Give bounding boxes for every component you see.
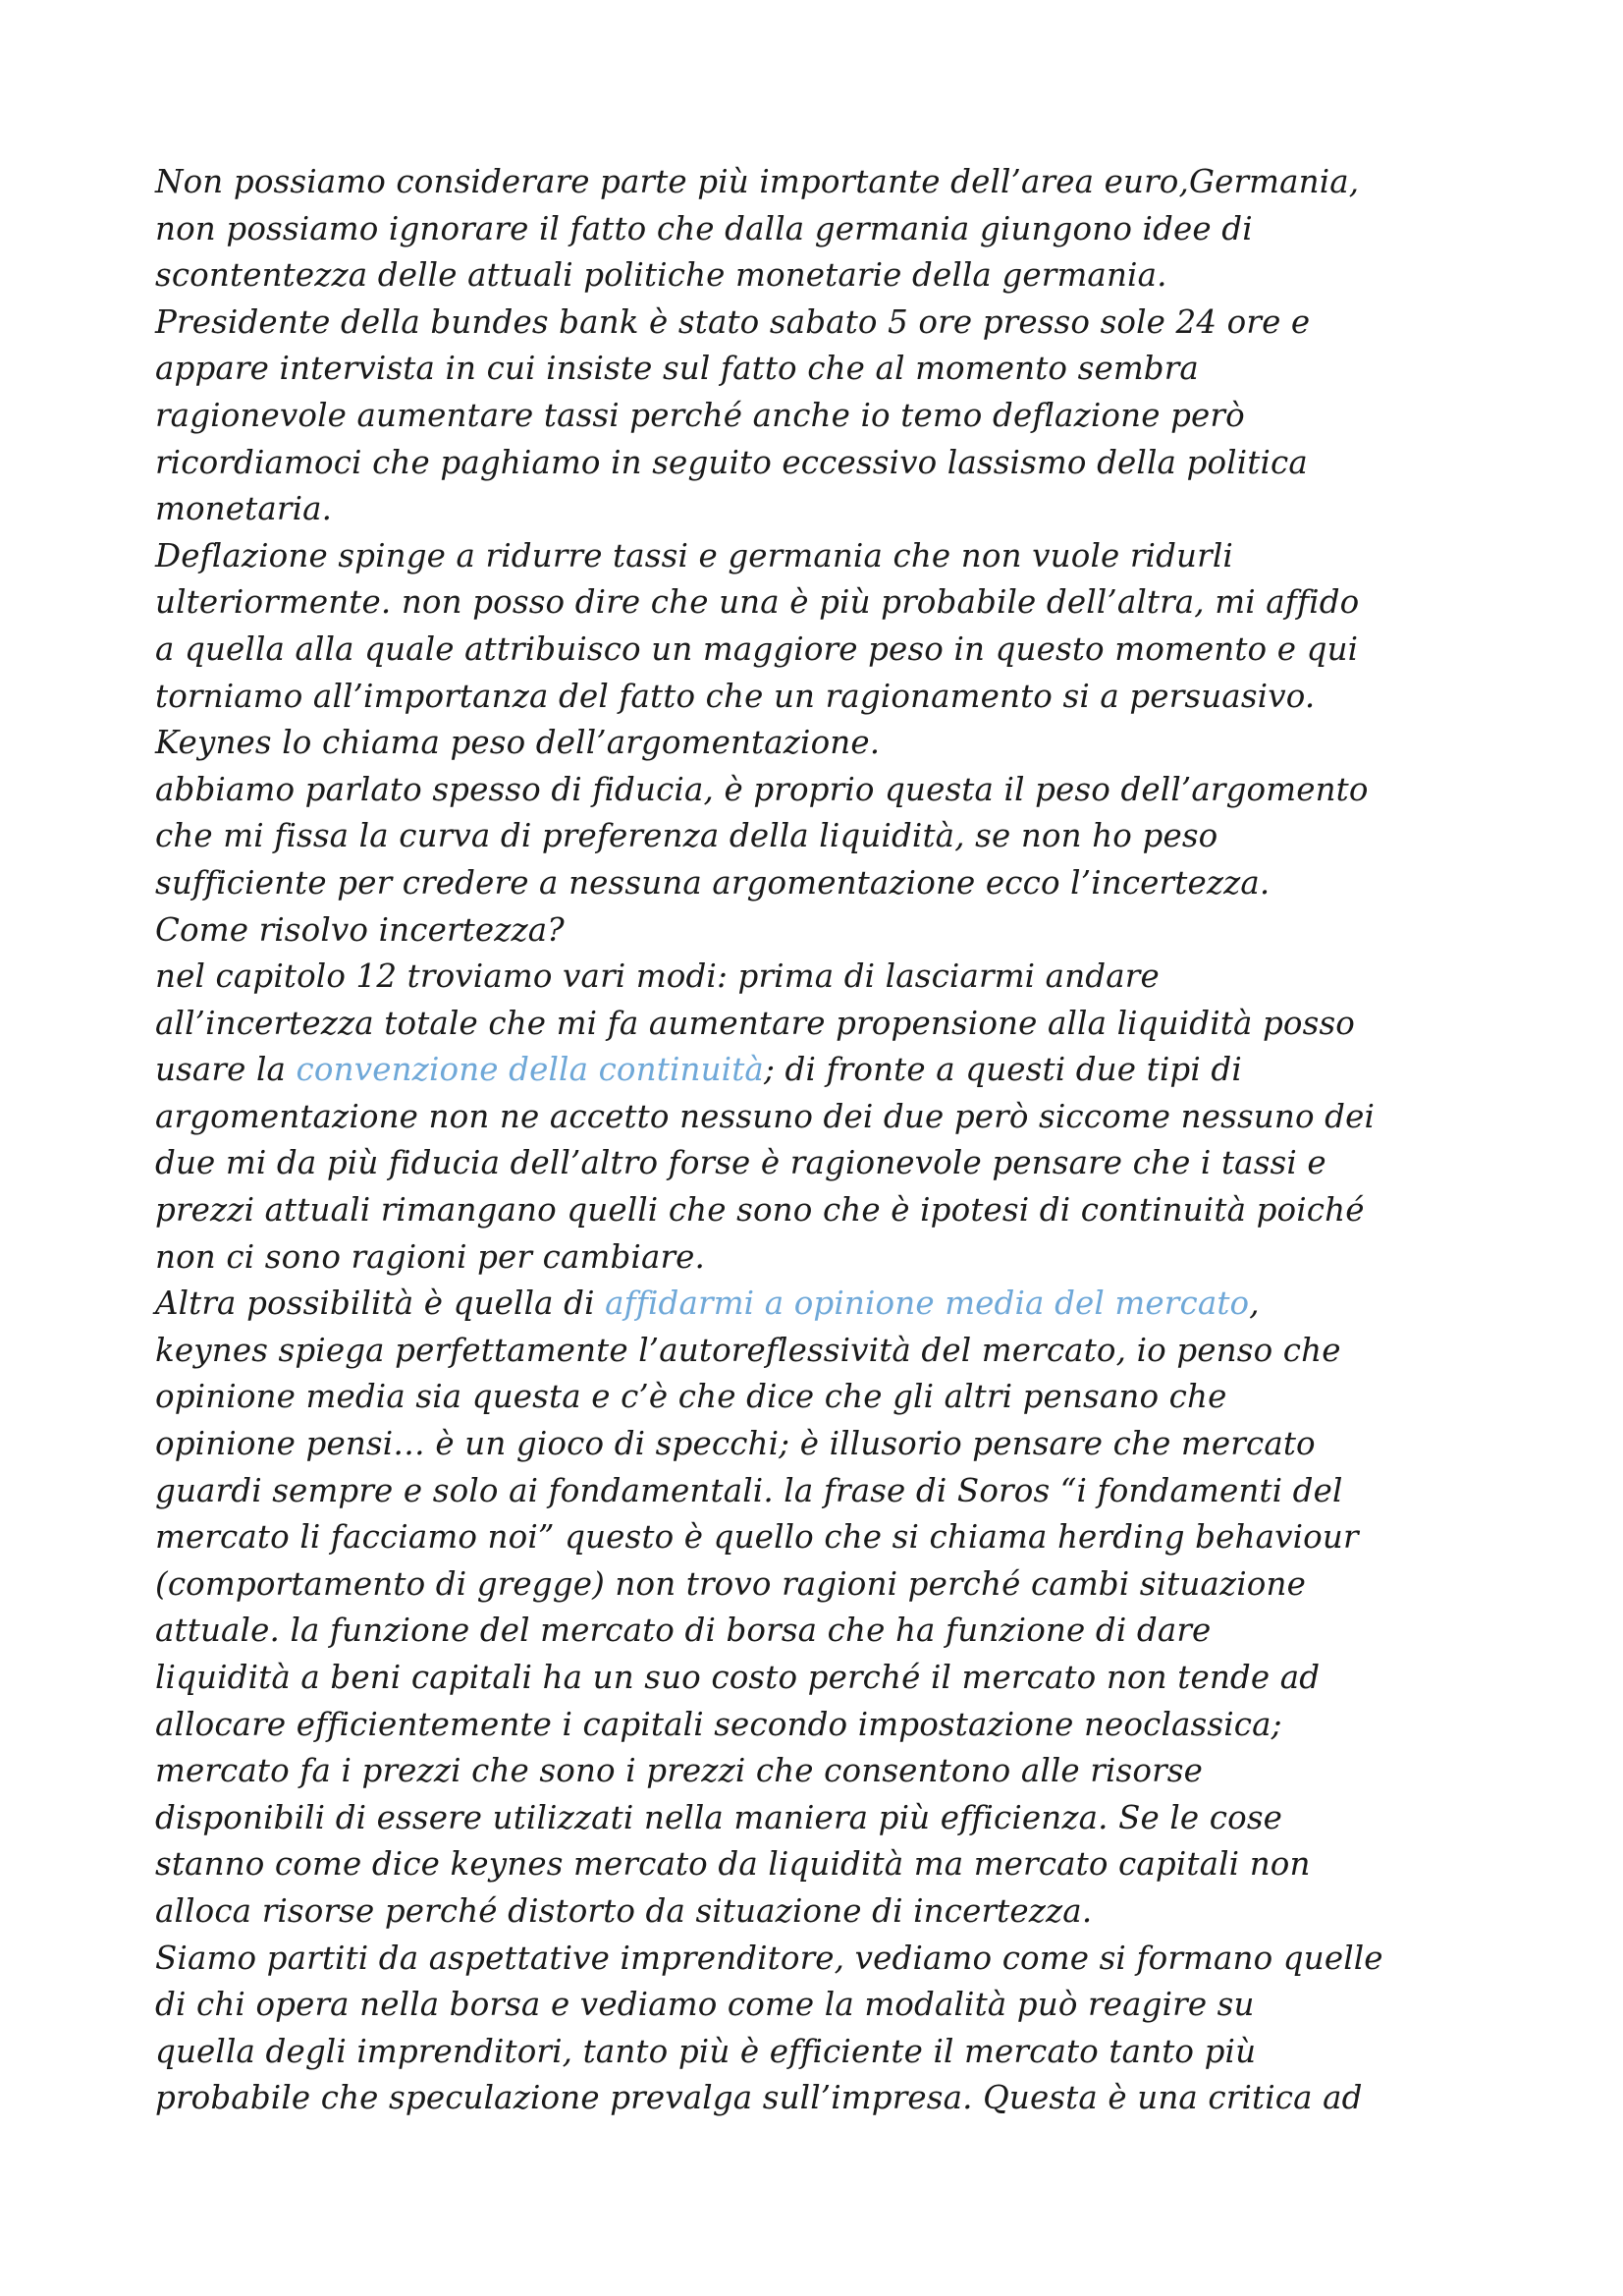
text-line — [155, 440, 1490, 487]
text-line — [155, 1001, 1490, 1048]
text-segment: Keynes lo chiama peso dell’argomentazione. — [155, 724, 881, 762]
text-segment: usare la — [155, 1051, 297, 1089]
text-line — [155, 1187, 1490, 1234]
text-line — [155, 1841, 1490, 1888]
text-segment: non possiamo ignorare il fatto che dalla germania giungono idee di — [155, 209, 1253, 247]
text-segment: (comportamento di gregge) non trovo ragioni perché cambi situazione — [155, 1564, 1306, 1603]
text-line — [155, 813, 1490, 860]
text-segment: appare intervista in cui insiste sul fatto che al momento sembra — [155, 350, 1199, 388]
text-line — [155, 1140, 1490, 1187]
text-segment: , — [1249, 1285, 1260, 1323]
text-line — [155, 1421, 1490, 1468]
text-segment: di chi opera nella borsa e vediamo come la modalità può reagire su — [155, 1986, 1255, 2024]
text-segment: Siamo partiti da aspettative imprenditore, vediamo come si formano quelle — [155, 1939, 1383, 1977]
text-line — [155, 159, 1490, 206]
text-line — [155, 1795, 1490, 1842]
text-line — [155, 2075, 1490, 2122]
text-segment: sufficiente per credere a nessuna argomentazione ecco l’incertezza. — [155, 863, 1271, 902]
text-segment: ragionevole aumentare tassi perché anche io temo deflazione però — [155, 396, 1245, 434]
text-segment: Come risolvo incertezza? — [155, 910, 565, 949]
text-line — [155, 2029, 1490, 2076]
text-line — [155, 533, 1490, 580]
text-segment: guardi sempre e solo ai fondamentali. la frase di Soros “i fondamenti del — [155, 1471, 1343, 1509]
text-line — [155, 1374, 1490, 1421]
text-line — [155, 1234, 1490, 1282]
text-line — [155, 486, 1490, 533]
text-segment: opinione pensi… è un gioco di specchi; è illusorio pensare che mercato — [155, 1425, 1316, 1463]
text-line — [155, 907, 1490, 955]
text-line — [155, 346, 1490, 393]
text-line — [155, 720, 1490, 767]
text-segment: nel capitolo 12 troviamo vari modi: prima di lasciarmi andare — [155, 957, 1160, 996]
highlighted-phrase: affidarmi a opinione media del mercato — [605, 1285, 1250, 1323]
text-segment: prezzi attuali rimangano quelli che sono che è ipotesi di continuità poiché — [155, 1191, 1365, 1230]
text-segment: keynes spiega perfettamente l’autoreflessività del mercato, io penso che — [155, 1331, 1341, 1369]
text-line — [155, 1888, 1490, 1936]
text-segment: allocare efficientemente i capitali secondo impostazione neoclassica; — [155, 1705, 1282, 1743]
text-line — [155, 1468, 1490, 1515]
text-segment: argomentazione non ne accetto nessuno dei due però siccome nessuno dei — [155, 1097, 1376, 1135]
text-segment: non ci sono ragioni per cambiare. — [155, 1237, 706, 1276]
text-segment: Deflazione spinge a ridurre tassi e germania che non vuole ridurli — [155, 536, 1233, 574]
text-line — [155, 300, 1490, 347]
text-segment: scontentezza delle attuali politiche monetarie della germania. — [155, 256, 1167, 295]
text-line — [155, 954, 1490, 1001]
text-segment: Presidente della bundes bank è stato sabato 5 ore presso sole 24 ore e — [155, 302, 1311, 341]
text-line — [155, 252, 1490, 300]
text-segment: probabile che speculazione prevalga sull’impresa. Questa è una critica ad — [155, 2079, 1363, 2117]
text-segment: opinione media sia questa e c’è che dice che gli altri pensano che — [155, 1378, 1227, 1416]
handwritten-notes-body — [155, 159, 1490, 2122]
text-segment: all’incertezza totale che mi fa aumentare propensione alla liquidità posso — [155, 1004, 1356, 1042]
text-segment: abbiamo parlato spesso di fiducia, è proprio questa il peso dell’argomento — [155, 770, 1369, 808]
text-line — [155, 674, 1490, 721]
text-line — [155, 1561, 1490, 1609]
text-segment: a quella alla quale attribuisco un maggiore peso in questo momento e qui — [155, 629, 1359, 668]
text-line — [155, 206, 1490, 253]
text-line — [155, 1608, 1490, 1655]
highlighted-phrase: convenzione della continuità — [296, 1051, 764, 1089]
text-segment: ; di fronte a questi due tipi di — [763, 1051, 1242, 1089]
text-segment: stanno come dice keynes mercato da liquidità ma mercato capitali non — [155, 1845, 1311, 1884]
text-line — [155, 1982, 1490, 2029]
text-line — [155, 860, 1490, 907]
text-segment: due mi da più fiducia dell’altro forse è ragionevole pensare che i tassi e — [155, 1144, 1326, 1182]
text-segment: monetaria. — [155, 490, 333, 528]
text-line — [155, 1094, 1490, 1141]
text-segment: quella degli imprenditori, tanto più è efficiente il mercato tanto più — [155, 2032, 1257, 2070]
text-line — [155, 1748, 1490, 1795]
text-line — [155, 627, 1490, 674]
text-segment: liquidità a beni capitali ha un suo costo perché il mercato non tende ad — [155, 1659, 1321, 1696]
text-line — [155, 1281, 1490, 1328]
text-segment: ricordiamoci che paghiamo in seguito eccessivo lassismo della politica — [155, 443, 1308, 481]
text-segment: disponibili di essere utilizzati nella maniera più efficienza. Se le cose — [155, 1798, 1283, 1836]
text-line — [155, 1655, 1490, 1702]
text-segment: che mi fissa la curva di preferenza della liquidità, se non ho peso — [155, 817, 1218, 855]
text-segment: mercato fa i prezzi che sono i prezzi che consentono alle risorse — [155, 1752, 1203, 1790]
text-line — [155, 393, 1490, 440]
text-segment: alloca risorse perché distorto da situazione di incertezza. — [155, 1891, 1093, 1930]
text-segment: torniamo all’importanza del fatto che un ragionamento si a persuasivo. — [155, 677, 1316, 715]
text-line — [155, 1047, 1490, 1094]
text-line — [155, 767, 1490, 814]
text-segment: Non possiamo considerare parte più importante dell’area euro,Germania, — [155, 163, 1360, 200]
text-line — [155, 1936, 1490, 1983]
text-line — [155, 1702, 1490, 1749]
text-segment: attuale. la funzione del mercato di borsa che ha funzione di dare — [155, 1612, 1212, 1650]
text-segment: Altra possibilità è quella di — [155, 1285, 606, 1323]
text-line — [155, 1328, 1490, 1375]
text-line — [155, 1514, 1490, 1561]
text-line — [155, 579, 1490, 627]
text-segment: mercato li facciamo noi” questo è quello che si chiama herding behaviour — [155, 1518, 1359, 1557]
text-segment: ulteriormente. non posso dire che una è più probabile dell’altra, mi affido — [155, 583, 1360, 622]
